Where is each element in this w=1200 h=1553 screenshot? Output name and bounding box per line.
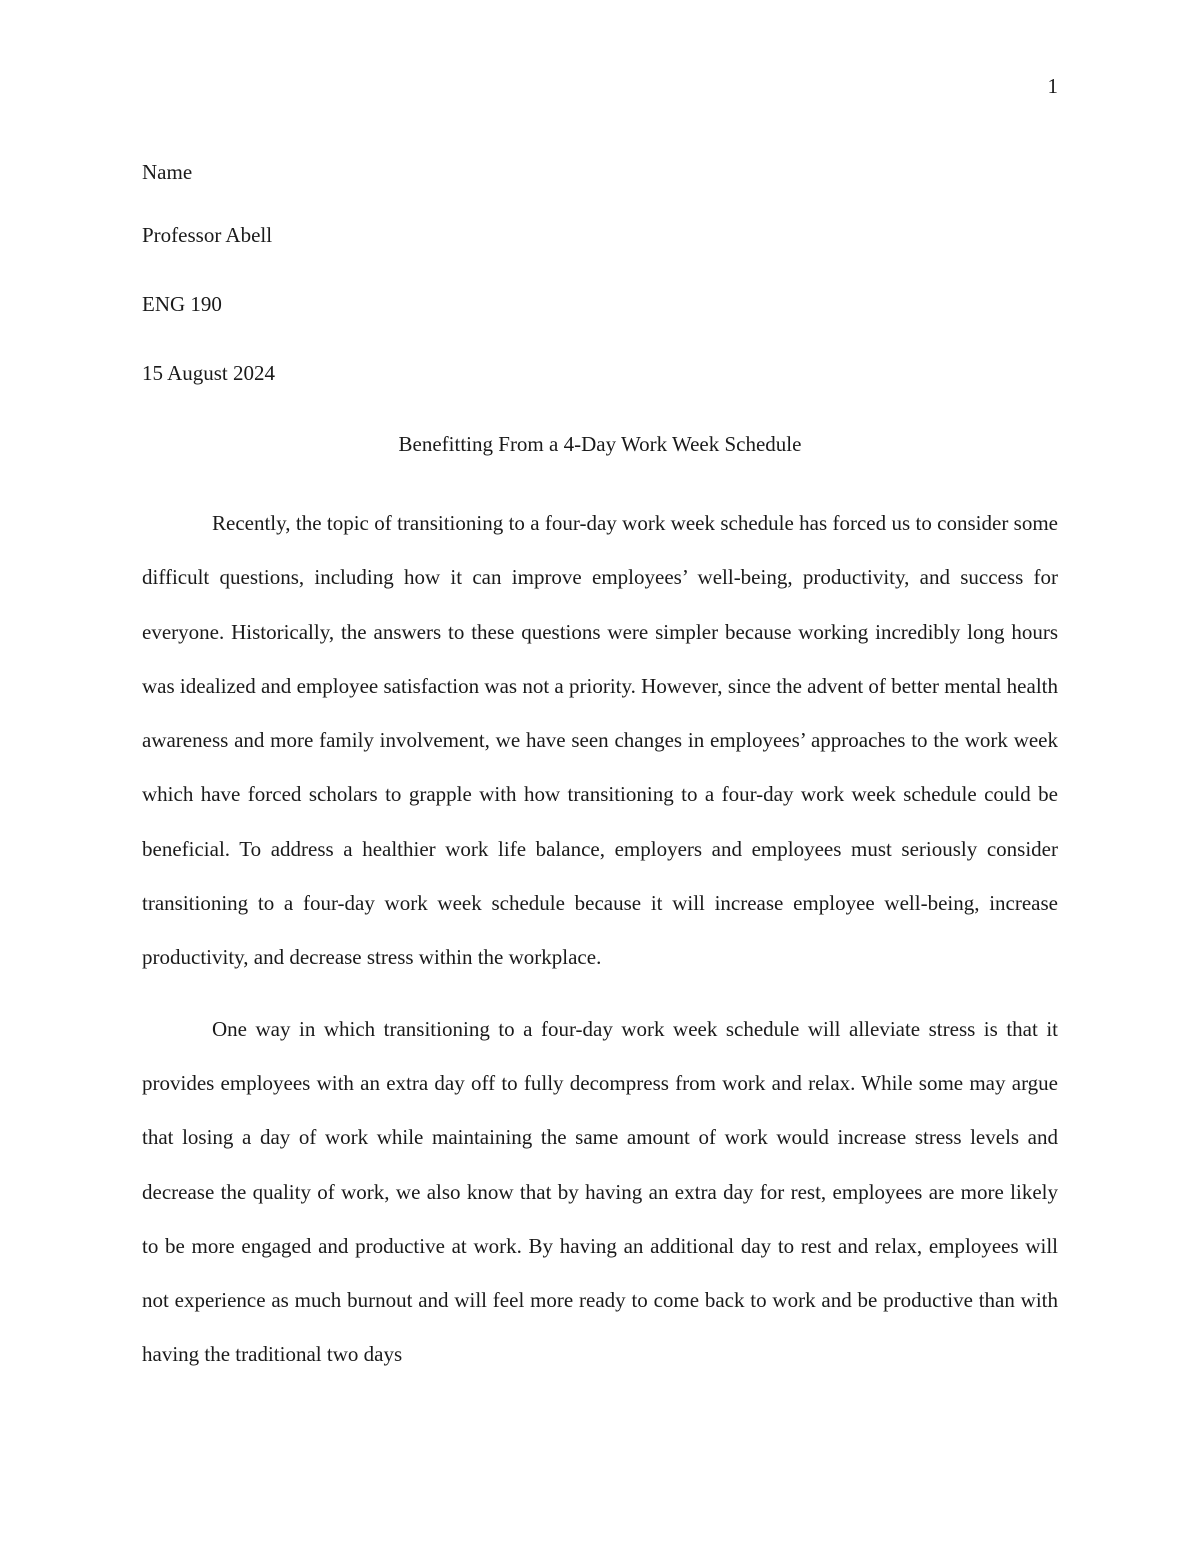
paragraph: One way in which transitioning to a four-day work week schedule will alleviate stress is that it provides employees with an extra day off to fully decompress from work and relax. While some may argue that losing a day of work while maintaining the same amount of work would increase stress levels and decrease the quality of work, we also know that by having an extra day for rest, employees are more likely to be more engaged and productive at work. By having an additional day to rest and relax, employees will not experience as much burnout and will feel more ready to come back to work and be productive than with having the traditional two days xyxy=(142,1016,1058,1367)
professor-name: Professor Abell xyxy=(142,223,273,247)
student-name: Name xyxy=(142,160,193,184)
essay-body xyxy=(142,496,1058,1399)
page-number: 1 xyxy=(1047,74,1058,98)
essay-title: Benefitting From a 4-Day Work Week Schedule xyxy=(398,432,802,456)
course-code: ENG 190 xyxy=(142,292,222,316)
paragraph: Recently, the topic of transitioning to a four-day work week schedule has forced us to consider some difficult questions, including how it can improve employees’ well-being, productivity, and success for everyone. Historically, the answers to these questions were simpler because working incredibly long hours was idealized and employee satisfaction was not a priority. However, since the advent of better mental health awareness and more family involvement, we have seen changes in employees’ approaches to the work week which have forced scholars to grapple with how transitioning to a four-day work week schedule could be beneficial. To address a healthier work life balance, employers and employees must seriously consider transitioning to a four-day work week schedule because it will increase employee well-being, increase productivity, and decrease stress within the workplace. xyxy=(142,511,1058,970)
date-line: 15 August 2024 xyxy=(142,361,276,385)
